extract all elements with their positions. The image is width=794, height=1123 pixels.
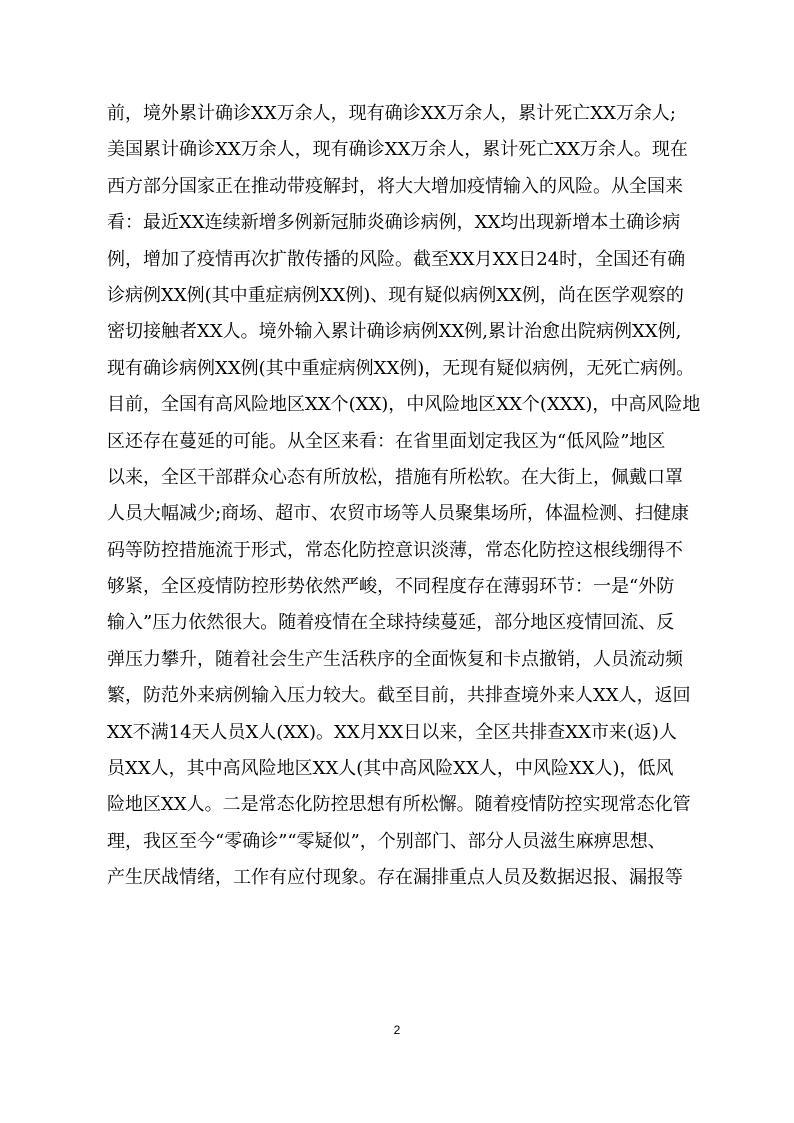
- text-line: 员XX人，其中高风险地区XX人(其中高风险XX人，中风险XX人)，低风: [107, 758, 674, 780]
- text-line: 码等防控措施流于形式，常态化防控意识淡薄，常态化防控这根线绷得不: [107, 539, 683, 561]
- text-line: 前，境外累计确诊XX万余人，现有确诊XX万余人，累计死亡XX万余人;: [107, 103, 676, 124]
- text-line: 繁，防范外来病例输入压力较大。截至目前，共排查境外来人XX人，返回: [107, 685, 691, 707]
- text-line: 西方部分国家正在推动带疫解封，将大大增加疫情输入的风险。从全国来: [107, 175, 683, 197]
- text-line: 看：最近XX连续新增多例新冠肺炎确诊病例，XX均出现新增本土确诊病: [107, 212, 681, 234]
- page-number: 2: [393, 1023, 401, 1037]
- text-line: 够紧，全区疫情防控形势依然严峻，不同程度存在薄弱环节：一是“外防: [107, 576, 675, 598]
- text-line: 现有确诊病例XX例(其中重症病例XX例)，无现有疑似病例，无死亡病例。: [107, 357, 695, 379]
- text-line: 输入”压力依然很大。随着疫情在全球持续蔓延，部分地区疫情回流、反: [107, 612, 675, 634]
- text-line: 密切接触者XX人。境外输入累计确诊病例XX例,累计治愈出院病例XX例,: [107, 321, 682, 343]
- text-line: 以来，全区干部群众心态有所放松，措施有所松软。在大街上，佩戴口罩: [107, 466, 683, 488]
- text-line: 人员大幅减少;商场、超市、农贸市场等人员聚集场所，体温检测、扫健康: [107, 503, 690, 525]
- text-line: 目前，全国有高风险地区XX个(XX)，中风险地区XX个(XXX)，中高风险地: [107, 394, 701, 416]
- text-line: 弹压力攀升，随着社会生产生活秩序的全面恢复和卡点撤销，人员流动频: [107, 648, 683, 670]
- text-line: 美国累计确诊XX万余人，现有确诊XX万余人，累计死亡XX万余人。现在: [107, 139, 688, 161]
- text-line: 区还存在蔓延的可能。从全区来看：在省里面划定我区为“低风险”地区: [107, 430, 666, 452]
- text-line: 诊病例XX例(其中重症病例XX例)、现有疑似病例XX例，尚在医学观察的: [107, 284, 684, 306]
- text-line: 产生厌战情绪，工作有应付现象。存在漏排重点人员及数据迟报、漏报等: [107, 867, 683, 889]
- body-text: [107, 96, 707, 897]
- text-line: 险地区XX人。二是常态化防控思想有所松懈。随着疫情防控实现常态化管: [107, 794, 691, 816]
- text-line: XX不满14天人员X人(XX)。XX月XX日以来，全区共排查XX市来(返)人: [107, 721, 677, 743]
- text-line: 例，增加了疫情再次扩散传播的风险。截至XX月XX日24时，全国还有确: [107, 248, 686, 270]
- text-line: 理，我区至今“零确诊”“零疑似”，个别部门、部分人员滋生麻痹思想、: [107, 830, 666, 852]
